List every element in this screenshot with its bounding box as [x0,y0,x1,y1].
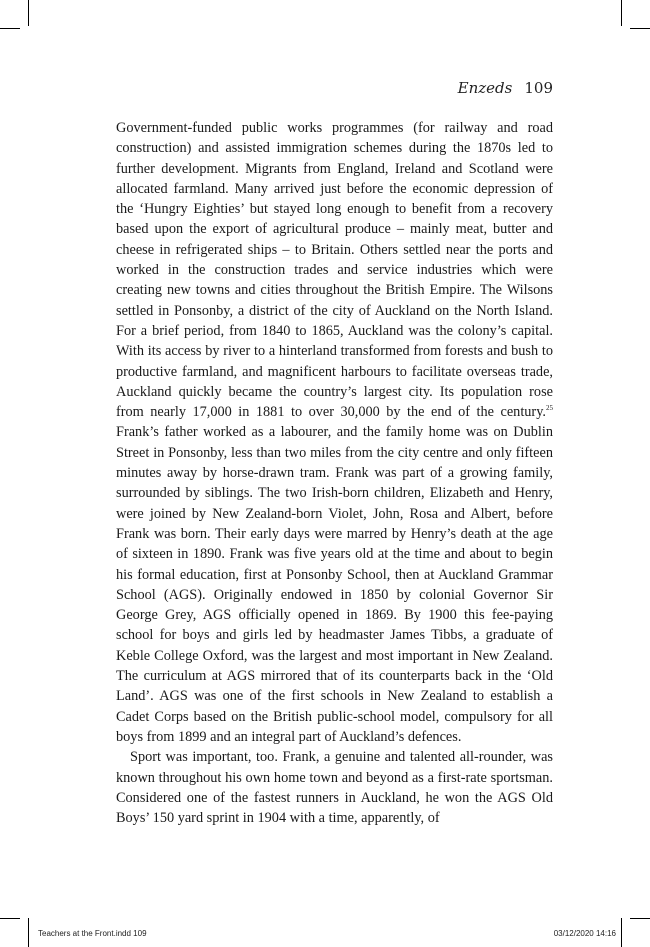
running-head-title: Enzeds [457,79,513,97]
crop-mark-top-left-v [28,0,29,26]
crop-mark-top-right-h [630,28,650,29]
page-number: 109 [524,79,553,97]
running-head [458,79,553,97]
crop-mark-top-left-h [0,28,20,29]
crop-mark-bottom-left-v [28,918,29,947]
paragraph-2 [116,747,553,828]
paragraph-1-text-continued: Frank’s father worked as a labourer, and the family home was on Dublin Street in Ponsonby, less than two miles from the city centre and only fifteen minutes away by horse-drawn tram. Frank was part of a growing family, surrounded by siblings. The two Irish-born children, Elizabeth and Henry, were joined by New Zealand-born Violet, John, Rosa and Albert, before Frank was born. Their early days were marred by Henry’s death at the age of sixteen in 1890. Frank was five years old at the time and about to begin his formal education, first at Ponsonby School, then at Auckland Grammar School (AGS). Originally endowed in 1850 by colonial Governor Sir George Grey, AGS officially opened in 1869. By 1900 this fee-paying school for boys and girls led by headmaster James Tibbs, a graduate of Keble College Oxford, was the largest and most important in New Zealand. The curriculum at AGS mirrored that of its counterparts back in the ‘Old Land’. AGS was one of the first schools in New Zealand to establish a Cadet Corps based on the British public-school model, compulsory for all boys from 1899 and an integral part of Auckland’s defences. [116,424,553,745]
paragraph-1 [116,118,553,747]
slug-filename: Teachers at the Front.indd 109 [38,929,147,938]
paragraph-2-text: Sport was important, too. Frank, a genuine and talented all-rounder, was known throughout his own home town and beyond as a first-rate sportsman. Considered one of the fastest runners in Auckland, he won the AGS Old Boys’ 150 yard sprint in 1904 with a time, apparently, of [116,749,553,827]
paragraph-1-text: Government-funded public works programmes (for railway and road construction) and assisted immigration schemes during the 1870s led to further development. Migrants from England, Ireland and Scotland were allocated farmland. Many arrived just before the economic depression of the ‘Hungry Eighties’ but stayed long enough to benefit from a recovery based upon the export of agricultural produce – mainly meat, butter and cheese in refrigerated ships – to Britain. Others settled near the ports and worked in the construction trades and service industries which were creating new towns and cities throughout the British Empire. The Wilsons settled in Ponsonby, a district of the city of Auckland on the North Island. For a brief period, from 1840 to 1865, Auckland was the colony’s capital. With its access by river to a hinterland transformed from forests and bush to productive farmland, and magnificent harbours to facilitate overseas trade, Auckland quickly became the country’s largest city. Its population rose from nearly 17,000 in 1881 to over 30,000 by the end of the century. [116,120,553,421]
crop-mark-bottom-right-h [630,918,650,919]
crop-mark-bottom-left-h [0,918,20,919]
body-text [116,118,553,828]
crop-mark-bottom-right-v [621,918,622,947]
footnote-ref: 25 [546,404,553,413]
slug-datetime: 03/12/2020 14:16 [553,929,616,938]
crop-mark-top-right-v [621,0,622,26]
